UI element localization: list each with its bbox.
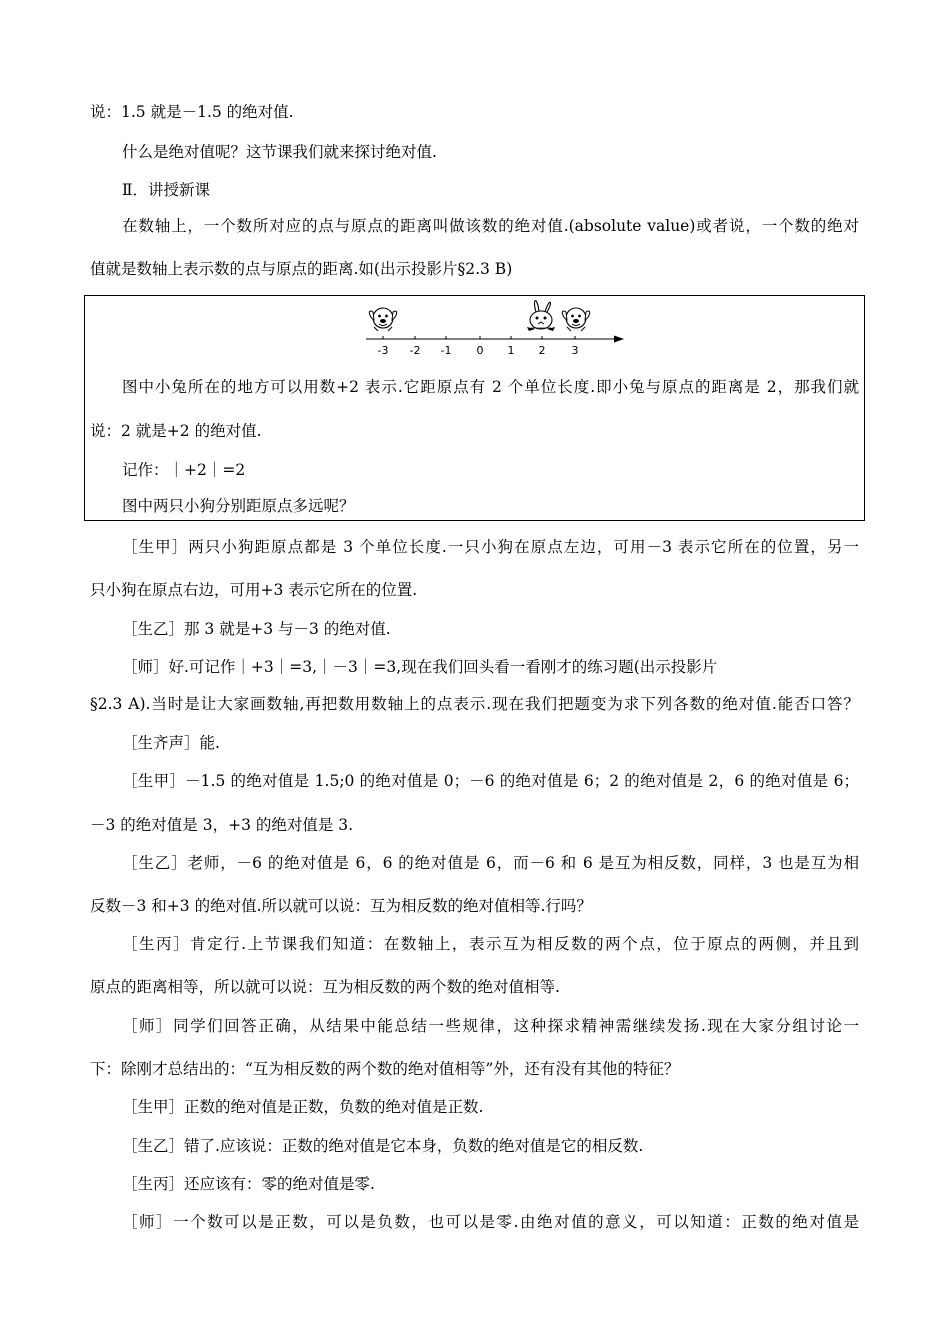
dialogue-line: §2.3 A).当时是让大家画数轴,再把数用数轴上的点表示.现在我们把题变为求下列各数的绝对值.能否口答？ <box>90 695 859 713</box>
paragraph-question: 什么是绝对值呢？这节课我们就来探讨绝对值. <box>122 143 437 161</box>
dialogue-line: ［师］一个数可以是正数，可以是负数，也可以是零.由绝对值的意义，可以知道：正数的绝对值是 <box>122 1213 859 1231</box>
dialogue-line: ［生甲］－1.5 的绝对值是 1.5;0 的绝对值是 0；－6 的绝对值是 6；2 的绝对值是 2，6 的绝对值是 6； <box>122 772 859 790</box>
box-paragraph-rabbit-cont: 说：2 就是+2 的绝对值. <box>90 422 262 440</box>
tick-label: 3 <box>571 344 579 357</box>
paragraph-intro-end: 说：1.5 就是－1.5 的绝对值. <box>90 103 294 121</box>
box-paragraph-rabbit: 图中小兔所在的地方可以用数+2 表示.它距原点有 2 个单位长度.即小兔与原点的距离是 2，那我们就 <box>122 378 859 396</box>
dialogue-line: 下：除刚才总结出的：“互为相反数的两个数的绝对值相等”外，还有没有其他的特征？ <box>90 1060 680 1078</box>
dialogue-line: ［生乙］老师，－6 的绝对值是 6，6 的绝对值是 6，而－6 和 6 是互为相反数，同样，3 也是互为相 <box>122 854 859 872</box>
dialogue-line: 反数－3 和+3 的绝对值.所以就可以说：互为相反数的绝对值相等.行吗？ <box>90 897 592 915</box>
paragraph-definition-cont: 值就是数轴上表示数的点与原点的距离.如(出示投影片§2.3 B) <box>90 260 513 278</box>
dialogue-line: ［生丙］还应该有：零的绝对值是零. <box>122 1175 375 1193</box>
tick-label: -2 <box>409 344 421 357</box>
tick-label: -3 <box>377 344 389 357</box>
dialogue-line: ［师］同学们回答正确，从结果中能总结一些规律，这种探求精神需继续发扬.现在大家分组讨论一 <box>122 1017 859 1035</box>
dog-left-icon <box>369 308 396 331</box>
dialogue-line: 原点的距离相等，所以就可以说：互为相反数的两个数的绝对值相等. <box>90 978 560 996</box>
dialogue-line: ［生乙］错了.应该说：正数的绝对值是它本身，负数的绝对值是它的相反数. <box>122 1137 644 1155</box>
section-heading: Ⅱ．讲授新课 <box>122 181 211 199</box>
dialogue-line: ［师］好.可记作｜+3｜=3,｜－3｜=3,现在我们回头看一看刚才的练习题(出示投影片 <box>122 658 718 676</box>
box-question: 图中两只小狗分别距原点多远呢？ <box>122 497 355 515</box>
tick-label: -1 <box>440 344 452 357</box>
dialogue-line: ［生丙］肯定行.上节课我们知道：在数轴上，表示互为相反数的两个点，位于原点的两侧，并且到 <box>122 935 859 953</box>
tick-label: 1 <box>507 344 515 357</box>
tick-label: 0 <box>476 344 484 357</box>
tick-label: 2 <box>538 344 546 357</box>
dialogue-line: －3 的绝对值是 3，+3 的绝对值是 3. <box>90 816 354 834</box>
paragraph-definition: 在数轴上，一个数所对应的点与原点的距离叫做该数的绝对值.(absolute value)或者说，一个数的绝对 <box>122 217 859 235</box>
box-notation: 记作：｜+2｜=2 <box>122 461 246 479</box>
dialogue-line: ［生齐声］能. <box>122 734 220 752</box>
dialogue-line: ［生甲］正数的绝对值是正数，负数的绝对值是正数. <box>122 1098 484 1116</box>
dialogue-line: 只小狗在原点右边，可用+3 表示它所在的位置. <box>90 581 418 599</box>
dog-right-icon <box>562 308 589 331</box>
dialogue-line: ［生乙］那 3 就是+3 与－3 的绝对值. <box>122 620 391 638</box>
rabbit-icon <box>527 301 555 331</box>
dialogue-line: ［生甲］两只小狗距原点都是 3 个单位长度.一只小狗在原点左边，可用－3 表示它所在的位置，另一 <box>122 538 859 556</box>
number-line-arrow <box>614 336 624 343</box>
number-line-figure <box>360 296 640 360</box>
